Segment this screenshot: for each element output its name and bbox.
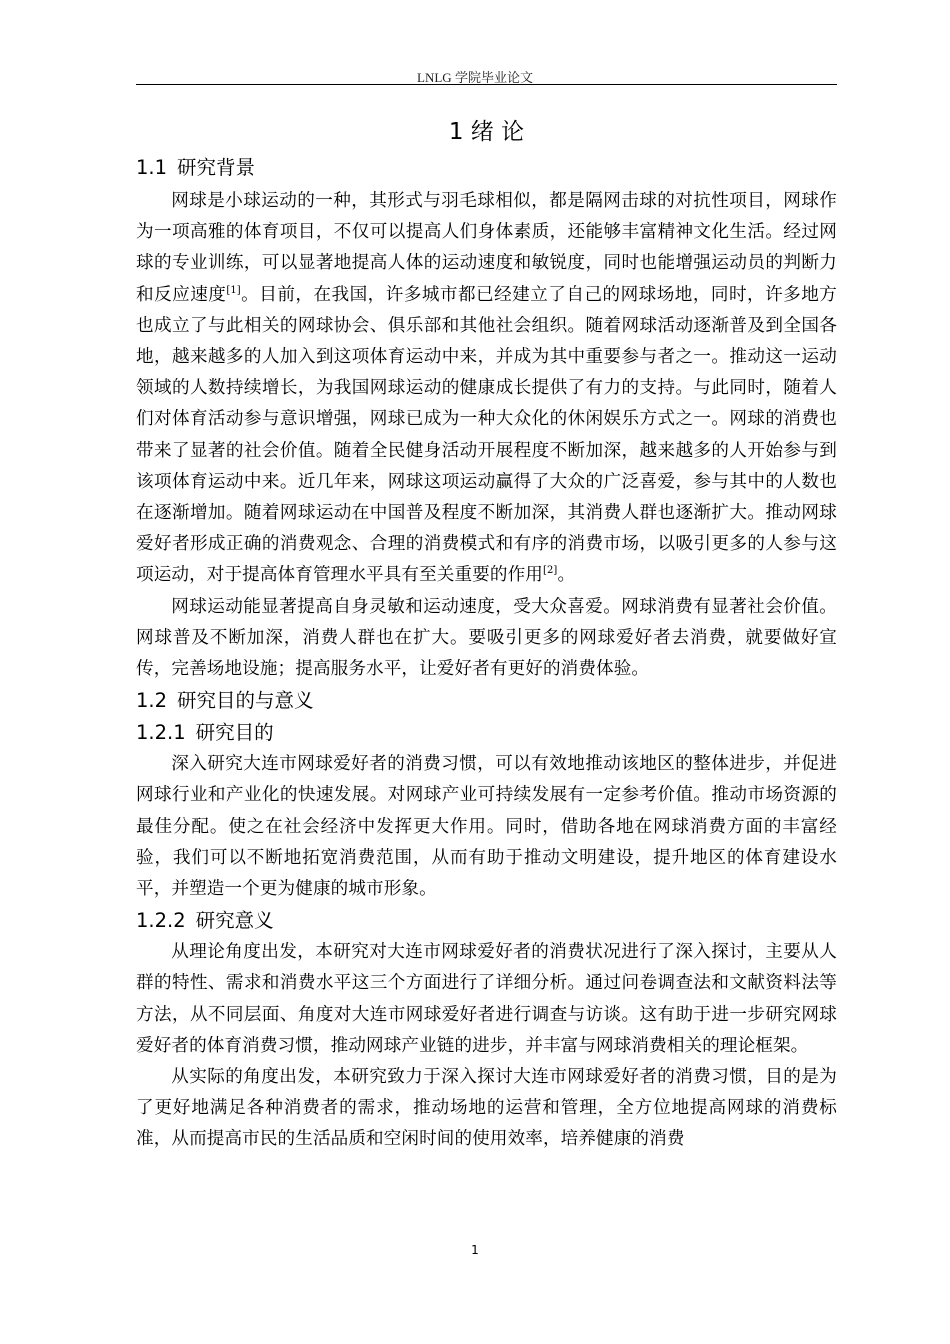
running-header: LNLG 学院毕业论文 <box>417 70 533 85</box>
chapter-title: 1 绪 论 <box>448 119 525 145</box>
citation: [2] <box>542 565 558 577</box>
section-title: 研究目的与意义 <box>177 689 314 713</box>
section-title: 研究意义 <box>195 909 274 933</box>
paragraph: 从理论角度出发，本研究对大连市网球爱好者的消费状况进行了深入探讨，主要从人群的特性、需求和消费水平这三个方面进行了详细分析。通过问卷调查法和文献资料法等方法，从不同层面、角度对大连市网球爱好者进行调查与访谈。这有助于进一步研究网球爱好者的体育消费习惯，推动网球产业链的进步，并丰富与网球消费相关的理论框架。 <box>136 942 837 1056</box>
section-heading-1-2 <box>136 685 837 717</box>
citation: [1] <box>226 284 241 296</box>
paragraph <box>136 186 837 592</box>
section-title: 研究目的 <box>195 721 274 745</box>
section-heading-1-1 <box>136 152 837 184</box>
paragraph: 从实际的角度出发，本研究致力于深入探讨大连市网球爱好者的消费习惯，目的是为了更好地满足各种消费者的需求，推动场地的运营和管理，全方位地提高网球的消费标准，从而提高市民的生活品质和空闲时间的使用效率，培养健康的消费 <box>136 1067 837 1150</box>
section-title: 研究背景 <box>177 156 256 179</box>
section-number: 1.2.2 <box>136 909 186 933</box>
page-number: 1 <box>471 1243 479 1257</box>
paragraph-text: 网球是小球运动的一种，其形式与羽毛球相似，都是隔网击球的对抗性项目，网球作为一项高雅的体育项目，不仅可以提高人们身体素质，还能够丰富精神文化生活。经过网球的专业训练，可以显著地提高人体的运动速度和敏锐度，同时也能增强运动员的判断力和反应速度 <box>136 191 837 305</box>
paragraph: 深入研究大连市网球爱好者的消费习惯，可以有效地推动该地区的整体进步，并促进网球行业和产业化的快速发展。对网球产业可持续发展有一定参考价值。推动市场资源的最佳分配。使之在社会经济中发挥更大作用。同时，借助各地在网球消费方面的丰富经验，我们可以不断地拓宽消费范围，从而有助于推动文明建设，提升地区的体育建设水平，并塑造一个更为健康的城市形象。 <box>136 754 837 900</box>
paragraph: 网球运动能显著提高自身灵敏和运动速度，受大众喜爱。网球消费有显著社会价值。网球普及不断加深，消费人群也在扩大。要吸引更多的网球爱好者去消费，就要做好宣传，完善场地设施；提高服务水平，让爱好者有更好的消费体验。 <box>136 596 837 680</box>
section-number: 1.2 <box>136 689 168 713</box>
paragraph-text: 。目前，在我国，许多城市都已经建立了自己的网球场地，同时，许多地方也成立了与此相关的网球协会、俱乐部和其他社会组织。随着网球活动逐渐普及到全国各地，越来越多的人加入到这项体育运动中来，并成为其中重要参与者之一。推动这一运动领域的人数持续增长，为我国网球运动的健康成长提供了有力的支持。与此同时，随着人们对体育活动参与意识增强，网球已成为一种大众化的休闲娱乐方式之一。网球的消费也带来了显著的社会价值。随着全民健身活动开展程度不断加深，越来越多的人开始参与到该项体育运动中来。近几年来，网球这项运动赢得了大众的广泛喜爱，参与其中的人数也在逐渐增加。随着网球运动在中国普及程度不断加深，其消费人群也逐渐扩大。推动网球爱好者形成正确的消费观念、合理的消费模式和有序的消费市场，以吸引更多的人参与这项运动，对于提高体育管理水平具有至关重要的作用 <box>136 284 837 586</box>
subsection-heading-1-2-1 <box>136 717 837 749</box>
header-rule <box>136 84 837 85</box>
paragraph-text: 。 <box>557 565 576 586</box>
subsection-heading-1-2-2 <box>136 905 837 937</box>
section-number: 1.1 <box>136 156 168 179</box>
section-number: 1.2.1 <box>136 721 186 745</box>
page-body <box>136 112 837 1156</box>
